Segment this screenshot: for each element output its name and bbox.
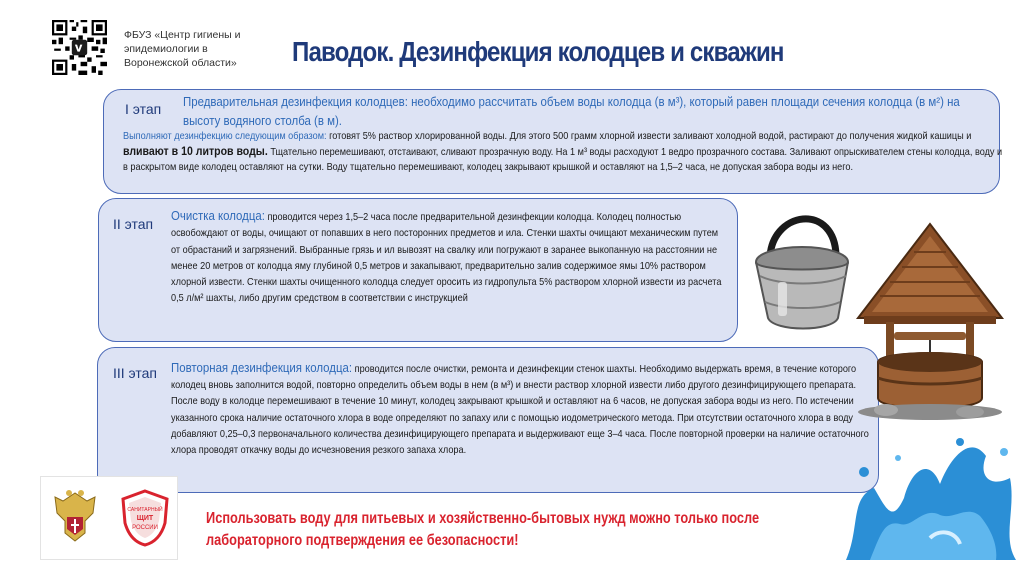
logo-line-1: САНИТАРНЫЙ — [127, 507, 163, 513]
warning-message: Использовать воду для питьевых и хозяйственно-бытовых нужд можно только после лабораторного подтверждения ее безопасности! — [206, 510, 760, 549]
stage-3-heading: Повторная дезинфекция колодца: — [171, 360, 353, 375]
stage-2-body: проводится через 1,5–2 часа после предварительной дезинфекции колодца. Колодец полностью освобождают от воды, очищают от попавших в него посторонних предметов и ила. Стенки шахты очищают механическим путем от обрастаний и загрязнений. Выбранные грязь и ил вывозят на свалку или погружают в заранее выкопанную на расстоянии не менее 20 метров от колодца яму глубиной 0,5 метров и закапывают, предварительно залив содержимое ямы 10% раствором хлорной извести. Стенки шахты очищенного колодца следует оросить из гидропульта 5% раствором хлорной извести из расчета 0,5 л/м² шахты, либо другим средством в соответствии с инструкцией — [171, 212, 722, 305]
organization-name: ФБУЗ «Центр гигиены и эпидемиологии в Воронежской области» — [124, 29, 241, 69]
stage-2-label: II этап — [113, 216, 154, 232]
logo-line-2: ЩИТ — [136, 515, 154, 522]
well-illustration — [850, 222, 1010, 420]
water-splash-illustration — [840, 428, 1020, 560]
logos-box — [40, 476, 178, 560]
stage-2-heading: Очистка колодца: — [171, 208, 265, 223]
eagle-emblem — [51, 487, 99, 547]
stage-1-text-b: вливают в 10 литров воды. — [123, 144, 268, 158]
stage-1-text — [123, 129, 1003, 175]
stage-1-text-a: готовят 5% раствор хлорированной воды. Для этого 500 грамм хлорной извести заливают холодной водой, растирают до получения жидкой кашицы и — [326, 131, 972, 142]
qr-code — [52, 20, 107, 75]
stage-1-heading: Предварительная дезинфекция колодцев: необходимо рассчитать объем воды колодца (в м³), который равен площади сечения колодца (в м²) на высоту водяного столба (в м). — [183, 94, 960, 128]
page-title: Паводок. Дезинфекция колодцев и скважин — [292, 36, 784, 67]
logo-line-3: РОССИИ — [132, 525, 158, 531]
stage-3-body: проводится после очистки, ремонта и дезинфекции стенок шахты. Необходимо выдержать время, в течение которого колодец вновь заполнится водой, повторно определить объем воды в нем (в м³) и внести раствор хлорной извести либо другого дезинфицирующего препарата. После воду в колодце перемешивают в течение 10 минут, колодец закрывают крышкой и оставляют на 6 часов, не допуская забора воды из него. По истечении указанного срока наличие остаточного хлора в воде определяют по запаху или с помощью иодометрического метода. При отсутствии остаточного хлора в воду добавляют 0,25–0,3 первоначального количества дезинфицирующего препарата и выдерживают еще 3–4 часа. После повторной проверки на наличие остаточного хлора проводят откачку воды до исчезновения резкого запаха хлора. — [171, 364, 869, 457]
stage-2-text — [171, 208, 725, 308]
bucket-illustration — [750, 200, 854, 335]
stage-3-text — [171, 360, 875, 459]
stage-1-label: I этап — [125, 101, 162, 117]
stage-3-label: III этап — [113, 365, 158, 381]
stage-1-text-c: Тщательно перемешивают, отстаивают, сливают прозрачную воду. На 1 м³ воды расходуют 1 ведро прозрачного состава. Заливают опрыскивателем стены колодца, воду и в раскрытом виде колодец оставляют на сутки. Воду тщательно перемешивают, колодец закрывают крышкой и оставляют на 1,5–2 часа, не допуская забора воды из него. — [123, 147, 1003, 173]
stage-1-intro: Выполняют дезинфекцию следующим образом: — [123, 131, 327, 142]
sanitary-shield-logo — [119, 489, 171, 547]
